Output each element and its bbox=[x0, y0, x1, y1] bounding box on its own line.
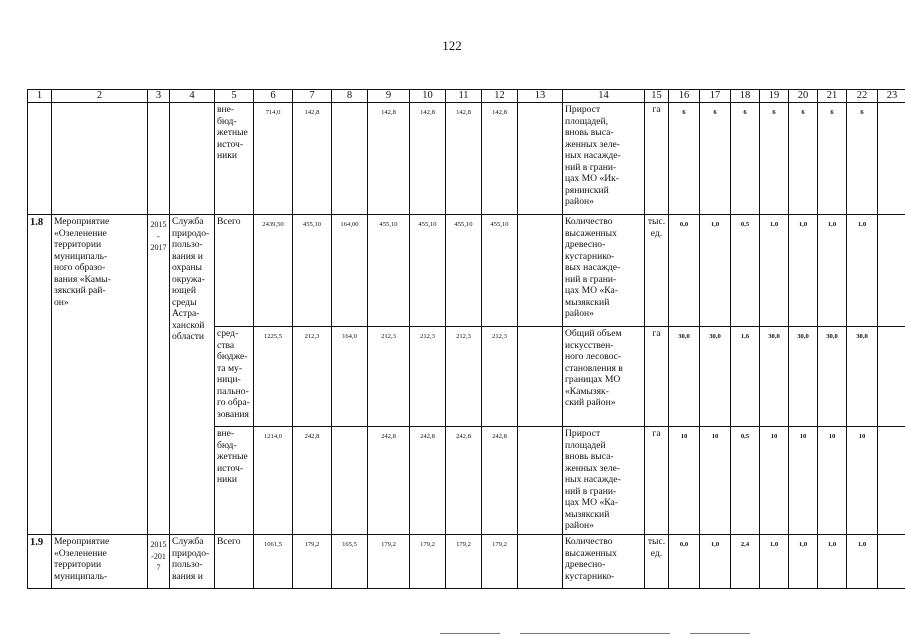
unit-cell: тыс. ед. bbox=[645, 535, 669, 589]
measure-number: 1.8 bbox=[28, 215, 52, 535]
value-cell: 455,10 bbox=[410, 215, 446, 327]
value-cell bbox=[332, 103, 368, 215]
header-cell: 5 bbox=[215, 90, 254, 103]
indicator-value: 10 bbox=[760, 427, 789, 535]
value-cell bbox=[518, 103, 563, 215]
indicator-value: 10 bbox=[847, 427, 878, 535]
indicator-value: 1,6 bbox=[731, 327, 760, 427]
indicator-text: Прирост площадей вновь выса- женных зеле- ных насажде- ний в грани- цах МО «Ка- мызякский район» bbox=[563, 427, 645, 535]
header-cell: 1 bbox=[28, 90, 52, 103]
indicator-value: 30,0 bbox=[760, 327, 789, 427]
value-cell: 1061,5 bbox=[254, 535, 293, 589]
header-cell: 17 bbox=[700, 90, 731, 103]
indicator-value: 0,5 bbox=[731, 427, 760, 535]
indicator-value bbox=[878, 103, 905, 215]
value-cell: 1214,0 bbox=[254, 427, 293, 535]
indicator-value: 30,0 bbox=[789, 327, 818, 427]
value-cell: 1225,5 bbox=[254, 327, 293, 427]
indicator-value: 10 bbox=[700, 427, 731, 535]
value-cell: 179,2 bbox=[482, 535, 518, 589]
value-cell bbox=[518, 535, 563, 589]
indicator-value: 0,5 bbox=[731, 215, 760, 327]
indicator-value: 6 bbox=[700, 103, 731, 215]
header-cell: 20 bbox=[789, 90, 818, 103]
header-cell: 9 bbox=[368, 90, 410, 103]
unit-cell: га bbox=[645, 427, 669, 535]
indicator-value: 6 bbox=[818, 103, 847, 215]
header-cell: 10 bbox=[410, 90, 446, 103]
value-cell: 142,8 bbox=[482, 103, 518, 215]
measure-executor: Служба природо- пользо- вания и bbox=[170, 535, 215, 589]
indicator-value: 1,0 bbox=[700, 535, 731, 589]
value-cell: 179,2 bbox=[293, 535, 332, 589]
indicator-text: Прирост площадей, вновь выса- женных зеле- ных насажде- ний в грани- цах МО «Ик- рянинский район» bbox=[563, 103, 645, 215]
value-cell: 455,10 bbox=[368, 215, 410, 327]
indicator-text: Количество высаженных древесно- кустарнико- вых насажде- ний в грани- цах МО «Ка- мызякский район» bbox=[563, 215, 645, 327]
header-cell: 3 bbox=[148, 90, 170, 103]
scan-artifact bbox=[440, 633, 500, 634]
indicator-value: 1,0 bbox=[700, 215, 731, 327]
header-cell: 7 bbox=[293, 90, 332, 103]
indicator-value bbox=[878, 427, 905, 535]
unit-cell: тыс. ед. bbox=[645, 215, 669, 327]
value-cell: 455,10 bbox=[482, 215, 518, 327]
table-row-1-9-total bbox=[28, 535, 905, 589]
indicator-value: 0,0 bbox=[669, 215, 700, 327]
value-cell: 212,3 bbox=[410, 327, 446, 427]
measure-executor: Служба природо- пользо- вания и охраны окружа- ющей среды Астра- ханской области bbox=[170, 215, 215, 535]
value-cell: 179,2 bbox=[368, 535, 410, 589]
header-cell: 23 bbox=[878, 90, 905, 103]
value-cell bbox=[518, 215, 563, 327]
value-cell: 179,2 bbox=[410, 535, 446, 589]
indicator-text: Общий объем искусствен- ного лесовос- становления в границах МО «Камызяк- ский район» bbox=[563, 327, 645, 427]
value-cell: 164,00 bbox=[332, 215, 368, 327]
table-row-1-8-total bbox=[28, 215, 905, 327]
measure-number: 1.9 bbox=[28, 535, 52, 589]
indicator-value: 6 bbox=[669, 103, 700, 215]
header-cell: 13 bbox=[518, 90, 563, 103]
value-cell: 179,2 bbox=[446, 535, 482, 589]
indicator-value: 6 bbox=[731, 103, 760, 215]
header-cell: 15 bbox=[645, 90, 669, 103]
value-cell: 212,3 bbox=[368, 327, 410, 427]
header-cell: 19 bbox=[760, 90, 789, 103]
value-cell: 242,8 bbox=[446, 427, 482, 535]
value-cell bbox=[332, 427, 368, 535]
unit-cell: га bbox=[645, 327, 669, 427]
header-cell: 16 bbox=[669, 90, 700, 103]
header-cell: 12 bbox=[482, 90, 518, 103]
header-row bbox=[28, 90, 905, 103]
header-cell: 4 bbox=[170, 90, 215, 103]
indicator-value: 30,0 bbox=[700, 327, 731, 427]
header-cell: 2 bbox=[52, 90, 148, 103]
program-table bbox=[27, 89, 905, 589]
value-cell: 142,8 bbox=[410, 103, 446, 215]
value-cell bbox=[518, 327, 563, 427]
indicator-value: 0,0 bbox=[669, 535, 700, 589]
indicator-value: 10 bbox=[818, 427, 847, 535]
value-cell: 212,3 bbox=[482, 327, 518, 427]
indicator-value bbox=[878, 215, 905, 327]
indicator-value: 6 bbox=[789, 103, 818, 215]
value-cell: 164,0 bbox=[332, 327, 368, 427]
funding-source: вне- бюд- жетные источ- ники bbox=[215, 427, 254, 535]
indicator-value: 30,0 bbox=[669, 327, 700, 427]
header-cell: 11 bbox=[446, 90, 482, 103]
header-cell: 21 bbox=[818, 90, 847, 103]
indicator-value: 1,0 bbox=[789, 535, 818, 589]
indicator-value bbox=[878, 327, 905, 427]
indicator-value: 10 bbox=[669, 427, 700, 535]
measure-period: 2015 -2017 bbox=[148, 535, 170, 589]
value-cell: 714,0 bbox=[254, 103, 293, 215]
value-cell: 142,8 bbox=[446, 103, 482, 215]
indicator-value: 30,0 bbox=[818, 327, 847, 427]
indicator-value: 30,0 bbox=[847, 327, 878, 427]
indicator-text: Количество высаженных древесно- кустарнико- bbox=[563, 535, 645, 589]
indicator-value: 1,0 bbox=[847, 535, 878, 589]
value-cell: 455,10 bbox=[293, 215, 332, 327]
measure-period: 2015 - 2017 bbox=[148, 215, 170, 535]
value-cell: 165,5 bbox=[332, 535, 368, 589]
value-cell: 455,10 bbox=[446, 215, 482, 327]
header-cell: 22 bbox=[847, 90, 878, 103]
measure-name: Мероприятие «Озеленение территории муниципаль- ного образо- вания «Камы- зякский рай- он» bbox=[52, 215, 148, 535]
header-cell: 14 bbox=[563, 90, 645, 103]
indicator-value: 1,0 bbox=[818, 535, 847, 589]
funding-source: Всего bbox=[215, 215, 254, 327]
value-cell: 242,8 bbox=[410, 427, 446, 535]
indicator-value: 6 bbox=[847, 103, 878, 215]
header-cell: 6 bbox=[254, 90, 293, 103]
header-cell: 18 bbox=[731, 90, 760, 103]
indicator-value: 1,0 bbox=[847, 215, 878, 327]
indicator-value: 1,0 bbox=[789, 215, 818, 327]
page-number: 122 bbox=[442, 38, 462, 53]
value-cell: 242,8 bbox=[293, 427, 332, 535]
funding-source: Всего bbox=[215, 535, 254, 589]
measure-name: Мероприятие «Озеленение территории муниципаль- bbox=[52, 535, 148, 589]
unit-cell: га bbox=[645, 103, 669, 215]
indicator-value: 10 bbox=[789, 427, 818, 535]
indicator-value: 1,0 bbox=[760, 215, 789, 327]
funding-source: сред- ства бюдже- та му- ници- пально- го обра- зования bbox=[215, 327, 254, 427]
indicator-value: 1,0 bbox=[818, 215, 847, 327]
indicator-value: 2,4 bbox=[731, 535, 760, 589]
indicator-value bbox=[878, 535, 905, 589]
value-cell: 212,3 bbox=[446, 327, 482, 427]
value-cell: 142,8 bbox=[368, 103, 410, 215]
value-cell: 142,8 bbox=[293, 103, 332, 215]
funding-source: вне- бюд- жетные источ- ники bbox=[215, 103, 254, 215]
indicator-value: 6 bbox=[760, 103, 789, 215]
scan-artifact bbox=[690, 633, 750, 634]
indicator-value: 1,0 bbox=[760, 535, 789, 589]
value-cell: 212,3 bbox=[293, 327, 332, 427]
header-cell: 8 bbox=[332, 90, 368, 103]
table-row-continuation bbox=[28, 103, 905, 215]
scan-artifact bbox=[520, 633, 670, 634]
value-cell bbox=[518, 427, 563, 535]
value-cell: 242,8 bbox=[368, 427, 410, 535]
value-cell: 242,8 bbox=[482, 427, 518, 535]
value-cell: 2439,50 bbox=[254, 215, 293, 327]
